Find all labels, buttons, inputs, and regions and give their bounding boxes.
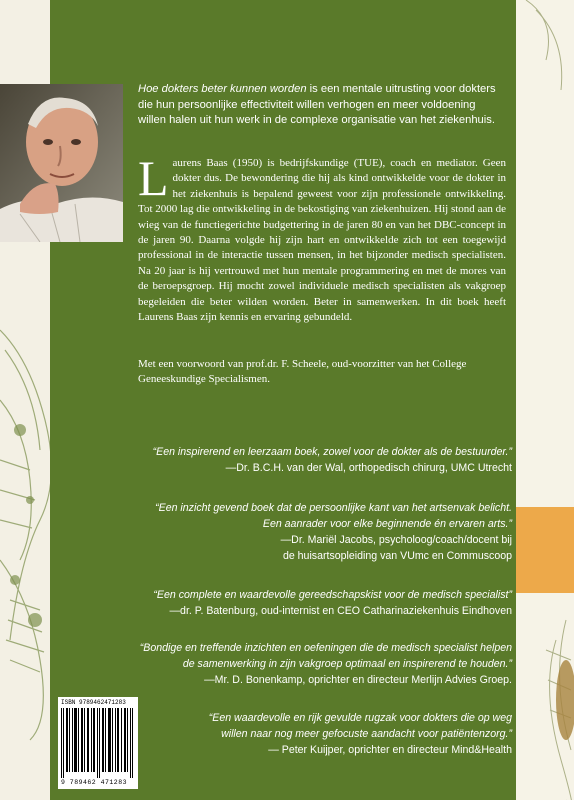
endorsement-quote: “Een complete en waardevolle gereedschapskist voor de medisch specialist” <box>153 589 512 601</box>
endorsement-attribution: — Peter Kuijper, oprichter en directeur Mind&Health <box>268 744 512 756</box>
isbn-barcode <box>58 697 138 789</box>
endorsement-2 <box>155 500 512 564</box>
book-title-italic: Hoe dokters beter kunnen worden <box>138 83 307 95</box>
endorsement-5 <box>209 710 512 758</box>
author-photo <box>0 84 123 242</box>
bio-text: aurens Baas (1950) is bedrijfskundige (TUE), coach en mediator. Geen dokter dus. De bewondering die hij als kind ontwikkelde voor de dokter in het ziekenhuis is bepalend geweest voor zijn professionele ontwikkeling. Tot 2000 lag die ontwikkeling in de bekostiging van ziekenhuizen. Hij stond aan de wieg van de functiegerichte budgettering in de jaren 80 en van het DBC-concept in de jaren 90. Daarna volgde hij zijn hart en ontwikkelde zich tot een toegewijd professional in de interactie tussen mensen, in het bijzonder medisch specialisten. Na 20 jaar is hij vertrouwd met hun mentale programmering en met de mores van de beroepsgroep. Hij mocht zowel individuele medisch specialisten als vakgroep begeleiden die beter wilden worden. Beter in samenwerken. In dit boek heeft Laurens Baas zijn kennis en ervaring gebundeld. <box>138 157 506 324</box>
endorsement-quote: “Een inspirerend en leerzaam boek, zowel voor de dokter als de bestuurder.” <box>152 446 512 458</box>
barcode-bars <box>61 708 135 778</box>
endorsement-attribution: —Dr. B.C.H. van der Wal, orthopedisch chirurg, UMC Utrecht <box>225 462 512 474</box>
endorsement-attribution: de huisartsopleiding van VUmc en Commuscoop <box>282 550 512 562</box>
endorsement-quote: “Een waardevolle en rijk gevulde rugzak voor dokters die op weg <box>208 712 512 724</box>
endorsement-quote: “Een inzicht gevend boek dat de persoonlijke kant van het artsenvak belicht. <box>155 502 512 514</box>
endorsement-quote: “Bondige en treffende inzichten en oefeningen die de medisch specialist helpen <box>139 642 512 654</box>
author-portrait-image <box>0 84 123 242</box>
engraving-decoration-right <box>516 0 574 800</box>
author-bio <box>138 150 506 325</box>
right-decorative-margin <box>516 0 574 800</box>
endorsement-quote: Een aanrader voor elke beginnende én ervaren arts.” <box>262 518 512 530</box>
endorsement-quote: willen naar nog meer gefocuste aandacht voor patiëntenzorg.” <box>221 728 512 740</box>
isbn-label: ISBN 9789462471283 <box>61 699 126 706</box>
endorsement-quote: de samenwerking in zijn vakgroep optimaal en inspirerend te houden.” <box>182 658 512 670</box>
intro-paragraph <box>138 82 498 129</box>
bio-dropcap: L <box>138 150 169 206</box>
endorsement-attribution: —Mr. D. Bonenkamp, oprichter en directeur Merlijn Advies Groep. <box>204 674 512 686</box>
intro-text: is een mentale uitrusting voor dokters die hun persoonlijke effectiviteit willen verhogen en meer voldoening willen halen uit hun werk in de complexe organisatie van het ziekenhuis. <box>138 83 496 127</box>
orange-accent-tab <box>516 507 574 593</box>
endorsement-1 <box>153 444 512 476</box>
isbn-digits: 9 789462 471283 <box>61 779 128 786</box>
endorsement-attribution: —dr. P. Batenburg, oud-internist en CEO Catharinaziekenhuis Eindhoven <box>169 605 512 617</box>
endorsement-4 <box>140 640 512 688</box>
endorsement-3 <box>153 587 512 619</box>
endorsement-attribution: —Dr. Mariël Jacobs, psycholoog/coach/docent bij <box>280 534 512 546</box>
foreword-note: Met een voorwoord van prof.dr. F. Scheele, oud-voorzitter van het College Geneeskundige Specialismen. <box>138 358 467 386</box>
